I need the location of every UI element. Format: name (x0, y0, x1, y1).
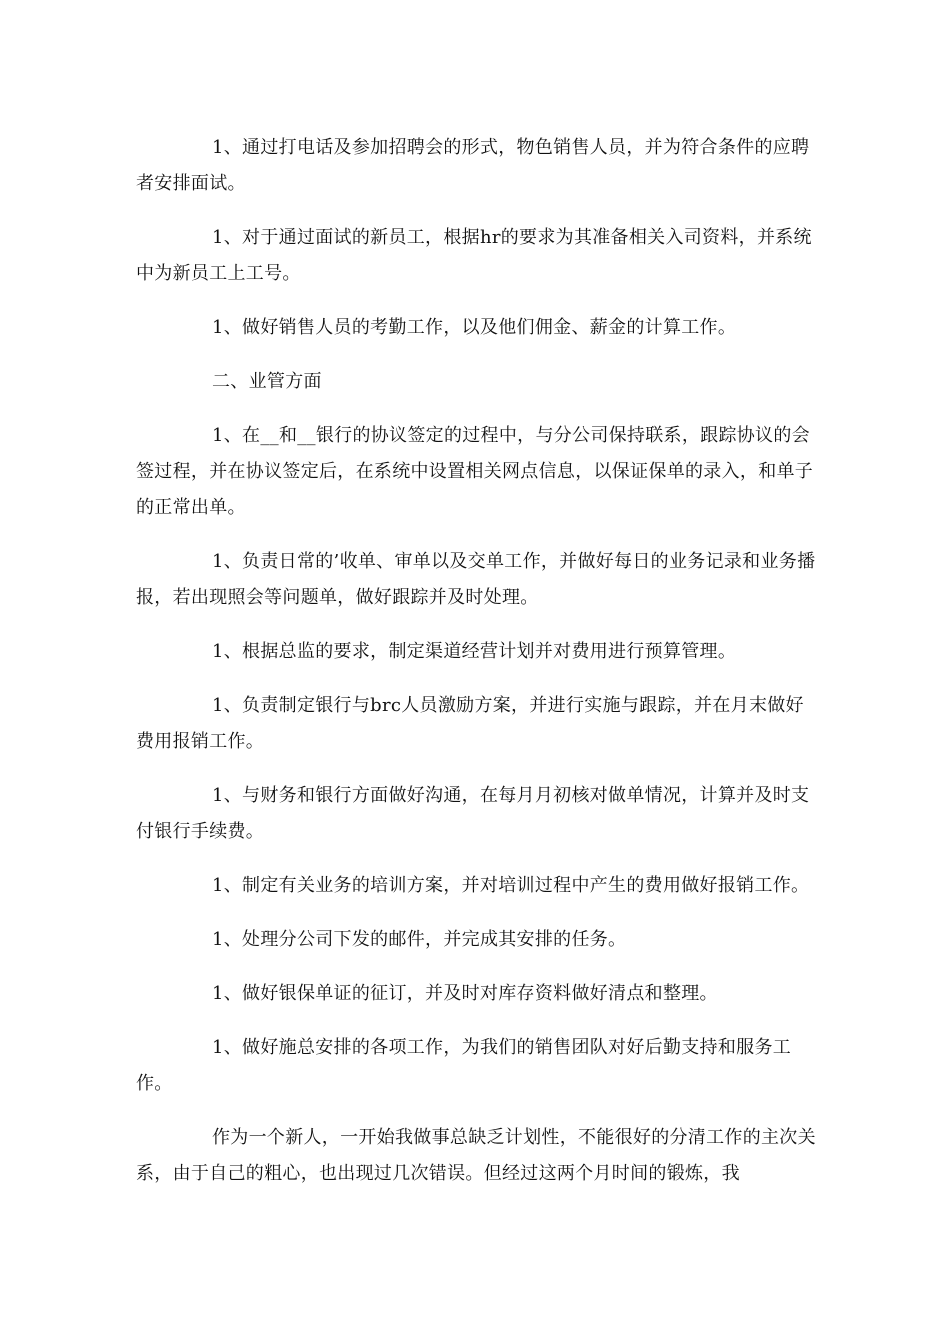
section-heading-business-management: 二、业管方面 (212, 371, 322, 392)
document-body (136, 130, 820, 1210)
paragraph-self-reflection: 作为一个新人，一开始我做事总缺乏计划性，不能很好的分清工作的主次关系，由于自己的粗心，也出现过几次错误。但经过这两个月时间的锻炼，我 (136, 1127, 816, 1184)
paragraph-bank-agreement: 1、在__和__银行的协议签定的过程中，与分公司保持联系，跟踪协议的会签过程，并在协议签定后，在系统中设置相关网点信息，以保证保单的录入，和单子的正常出单。 (136, 425, 814, 518)
paragraph-branch-mail: 1、处理分公司下发的邮件，并完成其安排的任务。 (212, 929, 627, 950)
paragraph-incentive-plan: 1、负责制定银行与brc人员激励方案，并进行实施与跟踪，并在月末做好费用报销工作。 (136, 695, 804, 752)
paragraph-finance-communication: 1、与财务和银行方面做好沟通，在每月月初核对做单情况，计算并及时支付银行手续费。 (136, 785, 810, 842)
paragraph-training-plan: 1、制定有关业务的培训方案，并对培训过程中产生的费用做好报销工作。 (212, 875, 810, 896)
paragraph-daily-orders: 1、负责日常的’收单、审单以及交单工作，并做好每日的业务记录和业务播报，若出现照会等问题单，做好跟踪并及时处理。 (136, 551, 816, 608)
paragraph-recruiting: 1、通过打电话及参加招聘会的形式，物色销售人员，并为符合条件的应聘者安排面试。 (136, 137, 810, 194)
paragraph-onboarding: 1、对于通过面试的新员工，根据hr的要求为其准备相关入司资料，并系统中为新员工上工号。 (136, 227, 812, 284)
paragraph-logistics-support: 1、做好施总安排的各项工作，为我们的销售团队对好后勤支持和服务工作。 (136, 1037, 792, 1094)
paragraph-attendance: 1、做好销售人员的考勤工作，以及他们佣金、薪金的计算工作。 (212, 317, 737, 338)
paragraph-document-ordering: 1、做好银保单证的征订，并及时对库存资料做好清点和整理。 (212, 983, 718, 1004)
paragraph-budget-plan: 1、根据总监的要求，制定渠道经营计划并对费用进行预算管理。 (212, 641, 737, 662)
